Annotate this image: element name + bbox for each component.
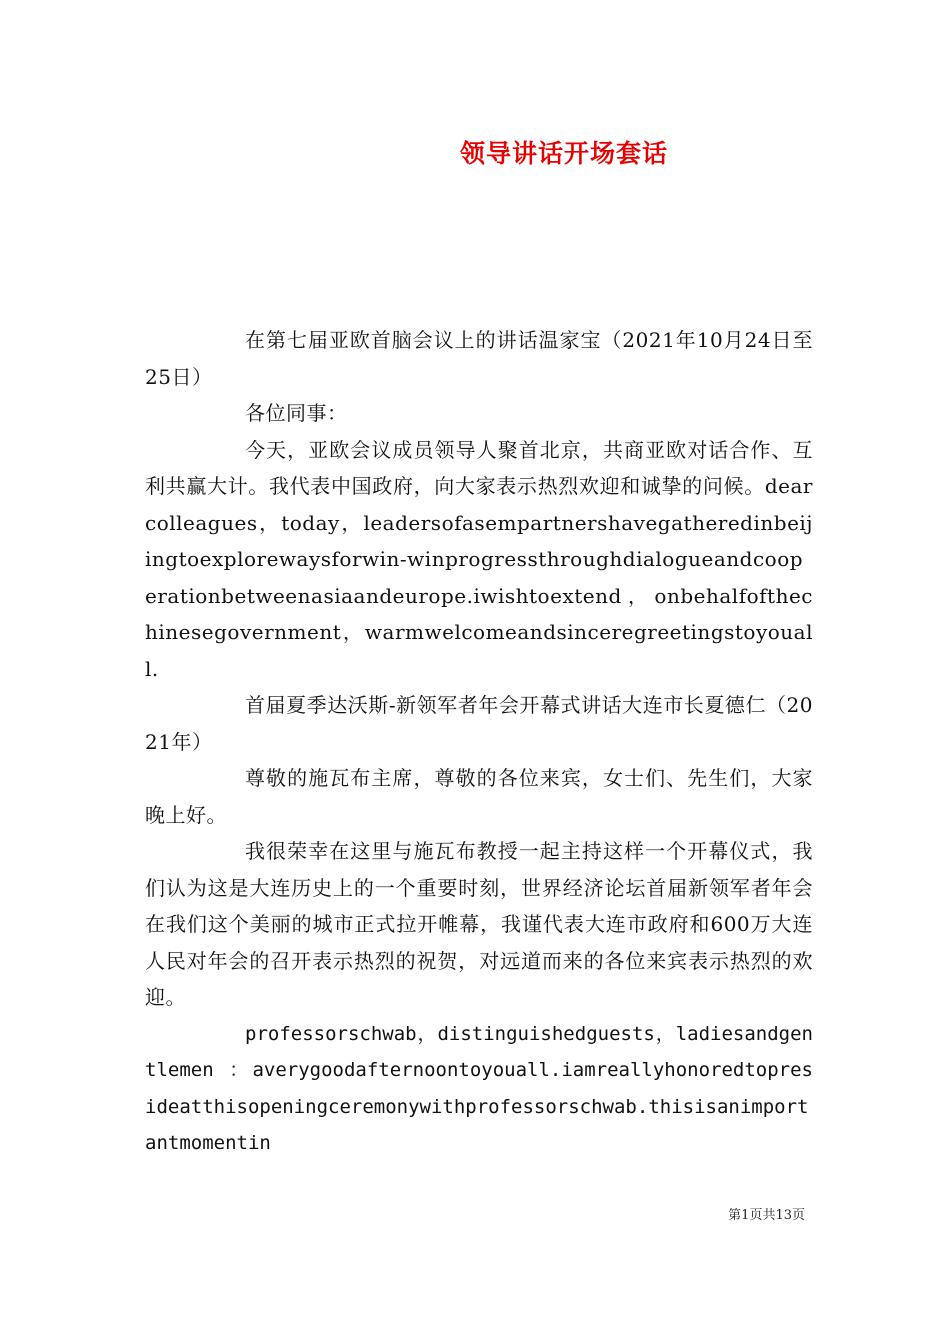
paragraph: professorschwab，distinguishedguests，ladiesandgentlemen ：averygoodafternoontoyouall.iamreallyhonoredtopresideatthisopeningceremonywithprofessorschwab.thisisanimportantmomentin — [145, 1022, 813, 1154]
document-body — [145, 322, 813, 1162]
paragraph: 首届夏季达沃斯-新领军者年会开幕式讲话大连市长夏德仁（2021年） — [145, 693, 813, 754]
paragraph: 尊敬的施瓦布主席，尊敬的各位来宾，女士们、先生们，大家晚上好。 — [145, 766, 813, 827]
document-title: 领导讲话开场套话 — [459, 139, 668, 168]
page-number: 第1页共13页 — [728, 1208, 805, 1223]
paragraph: 我很荣幸在这里与施瓦布教授一起主持这样一个开幕仪式，我们认为这是大连历史上的一个重要时刻，世界经济论坛首届新领军者年会在我们这个美丽的城市正式拉开帷幕，我谨代表大连市政府和600万大连人民对年会的召开表示热烈的祝贺，对远道而来的各位来宾表示热烈的欢迎。 — [145, 839, 813, 1009]
paragraph: 各位同事： — [245, 401, 348, 425]
paragraph: 在第七届亚欧首脑会议上的讲话温家宝（2021年10月24日至25日） — [145, 328, 813, 389]
paragraph: 今天，亚欧会议成员领导人聚首北京，共商亚欧对话合作、互利共赢大计。我代表中国政府，向大家表示热烈欢迎和诚挚的问候。dearcolleagues，today，leadersofasempartnershavegatheredinbeijingtoexplorewaysforwin-winprogressthroughdialogueandcooperationbetweenasiaandeurope.iwishtoextend，onbehalfofthechinesegovernment，warmwelcomeandsinceregreetingstoyouall. — [145, 437, 813, 681]
